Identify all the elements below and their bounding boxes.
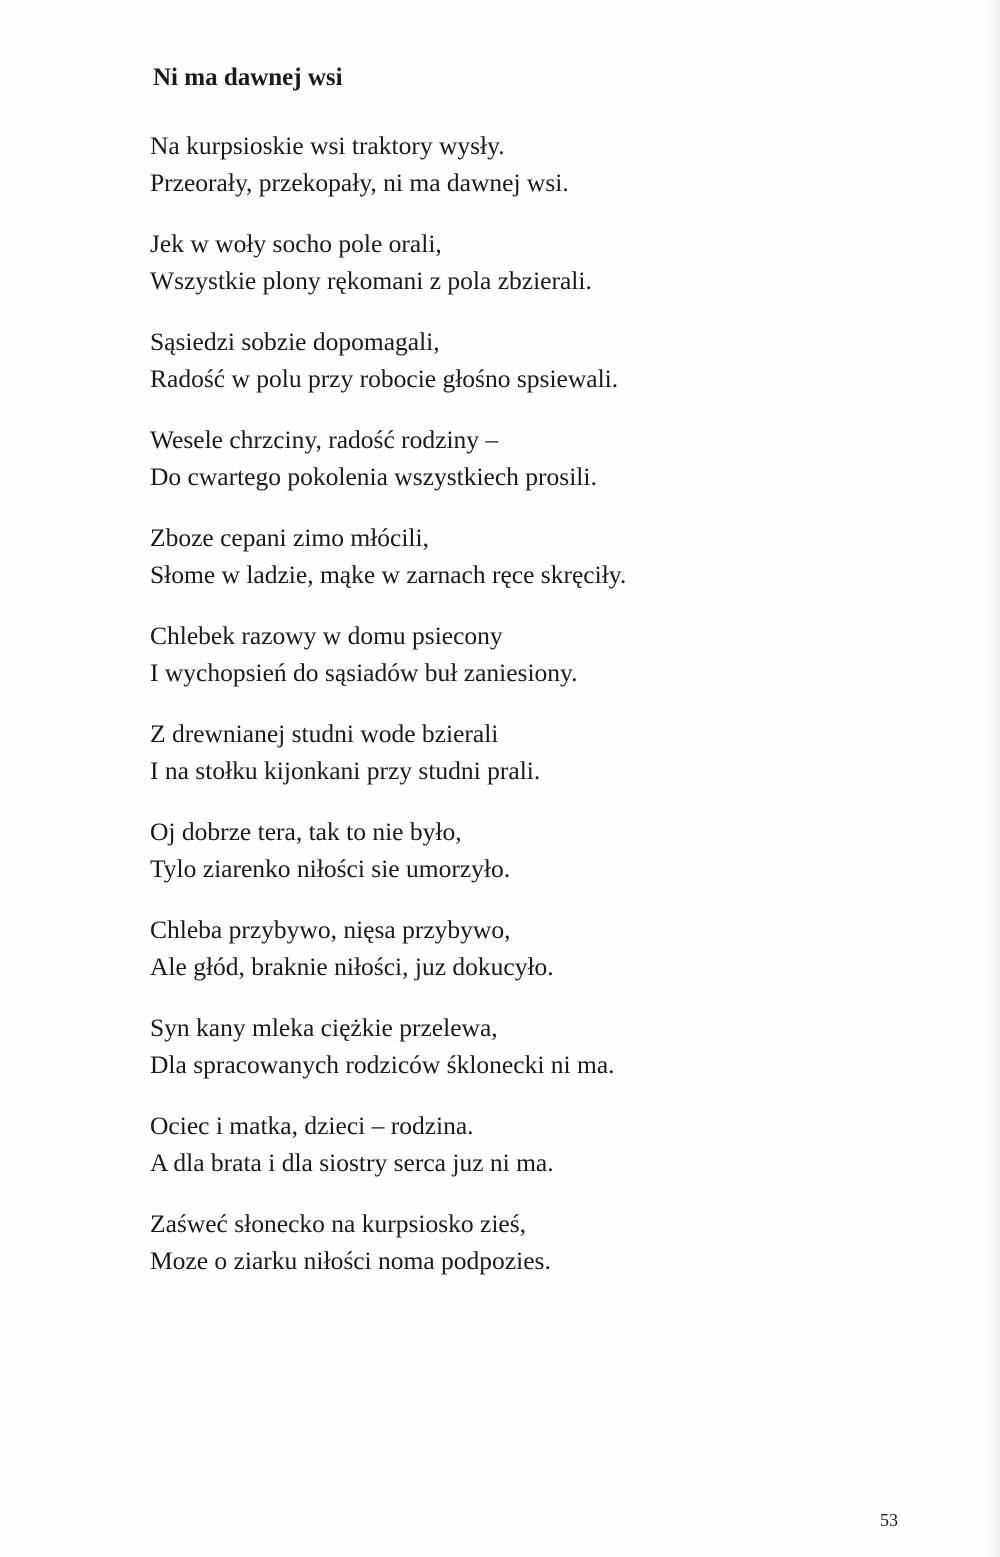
poem-line: Zaśweć słonecko na kurpsiosko zieś,	[150, 1209, 527, 1238]
page-edge-shadow	[986, 0, 1000, 1557]
stanza	[150, 323, 910, 397]
poem-line: Chlebek razowy w domu psiecony	[150, 621, 503, 650]
poem-line: Oj dobrze tera, tak to nie było,	[150, 817, 462, 846]
page-number: 53	[880, 1510, 898, 1530]
poem-line: Z drewnianej studni wode bzierali	[150, 719, 499, 748]
poem-line: Jek w woły socho pole orali,	[150, 229, 442, 258]
stanza	[150, 225, 910, 299]
stanza	[150, 1009, 910, 1083]
poem-line: Dla spracowanych rodziców śklonecki ni ma.	[150, 1050, 615, 1079]
poem-line: Ale głód, braknie niłości, juz dokucyło.	[150, 952, 554, 981]
stanza	[150, 715, 910, 789]
stanza	[150, 617, 910, 691]
poem-line: Sąsiedzi sobzie dopomagali,	[150, 327, 440, 356]
stanza	[150, 519, 910, 593]
stanza	[150, 421, 910, 495]
stanza	[150, 1205, 910, 1279]
poem-line: I na stołku kijonkani przy studni prali.	[150, 756, 541, 785]
poem-line: I wychopsień do sąsiadów buł zaniesiony.	[150, 658, 578, 687]
poem-line: Na kurpsioskie wsi traktory wysły.	[150, 131, 505, 160]
poem-line: Zboze cepani zimo młócili,	[150, 523, 429, 552]
poem-line: Wesele chrzciny, radość rodziny –	[150, 425, 499, 454]
stanza	[150, 911, 910, 985]
stanza	[150, 127, 910, 201]
poem-line: Przeorały, przekopały, ni ma dawnej wsi.	[150, 168, 569, 197]
poem-line: Radość w polu przy robocie głośno spsiewali.	[150, 364, 619, 393]
poem-line: Do cwartego pokolenia wszystkiech prosili.	[150, 462, 597, 491]
stanza	[150, 813, 910, 887]
poem-line: Tylo ziarenko niłości sie umorzyło.	[150, 854, 511, 883]
poem-line: Ociec i matka, dzieci – rodzina.	[150, 1111, 474, 1140]
stanza	[150, 1107, 910, 1181]
poem-line: A dla brata i dla siostry serca juz ni ma.	[150, 1148, 554, 1177]
poem-line: Moze o ziarku niłości noma podpozies.	[150, 1246, 551, 1275]
poem-line: Chleba przybywo, nięsa przybywo,	[150, 915, 511, 944]
poem-line: Wszystkie plony rękomani z pola zbzierali.	[150, 266, 592, 295]
poem-line: Syn kany mleka ciężkie przelewa,	[150, 1013, 498, 1042]
poem-title: Ni ma dawnej wsi	[153, 64, 343, 91]
poem-body	[150, 127, 910, 1303]
poem-line: Słome w ladzie, mąke w zarnach ręce skręciły.	[150, 560, 627, 589]
